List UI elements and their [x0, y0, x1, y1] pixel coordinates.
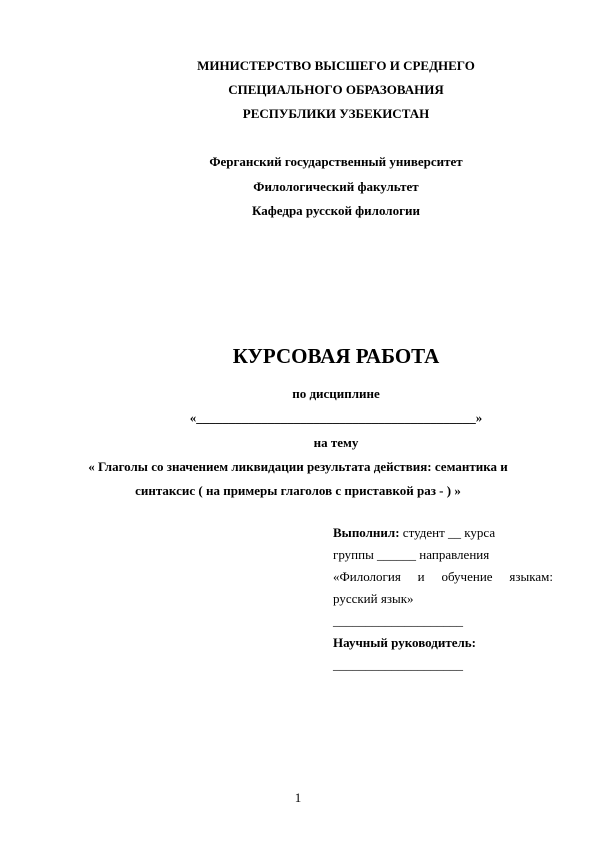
ministry-line-1: МИНИСТЕРСТВО ВЫСШЕГО И СРЕДНЕГО [197, 58, 475, 73]
topic-line-1: « Глаголы со значением ликвидации результата действия: семантика и [88, 459, 508, 474]
signature-blank-student: ____________________ [333, 613, 463, 628]
topic-label: на тему [313, 435, 359, 450]
discipline-label: по дисциплине [292, 386, 380, 401]
performed-by-label: Выполнил: [333, 525, 400, 540]
university-name: Ферганский государственный университет [209, 154, 463, 169]
discipline-blank: «___________________________________________» [189, 410, 483, 425]
supervisor-label: Научный руководитель: [333, 635, 476, 650]
signature-blank-supervisor: ____________________ [333, 657, 463, 672]
program-word: языкам: [509, 569, 553, 584]
group-line: группы ______ направления [333, 547, 490, 562]
coursework-title: КУРСОВАЯ РАБОТА [232, 344, 440, 368]
program-line-1 [333, 566, 553, 588]
department-name: Кафедра русской филологии [252, 203, 420, 218]
program-word: и [417, 569, 425, 584]
topic-line-2: синтаксис ( на примеры глаголов с приставкой раз - ) » [135, 483, 461, 498]
performed-by-line [333, 522, 553, 544]
student-course-text: студент __ курса [402, 525, 496, 540]
page-number: 1 [294, 790, 302, 805]
ministry-line-2: СПЕЦИАЛЬНОГО ОБРАЗОВАНИЯ [228, 82, 444, 97]
author-block [333, 522, 553, 676]
program-word: «Филология [333, 569, 401, 584]
program-word: обучение [441, 569, 493, 584]
program-line-2: русский язык» [333, 591, 414, 606]
faculty-name: Филологический факультет [253, 179, 419, 194]
ministry-line-3: РЕСПУБЛИКИ УЗБЕКИСТАН [242, 106, 430, 121]
